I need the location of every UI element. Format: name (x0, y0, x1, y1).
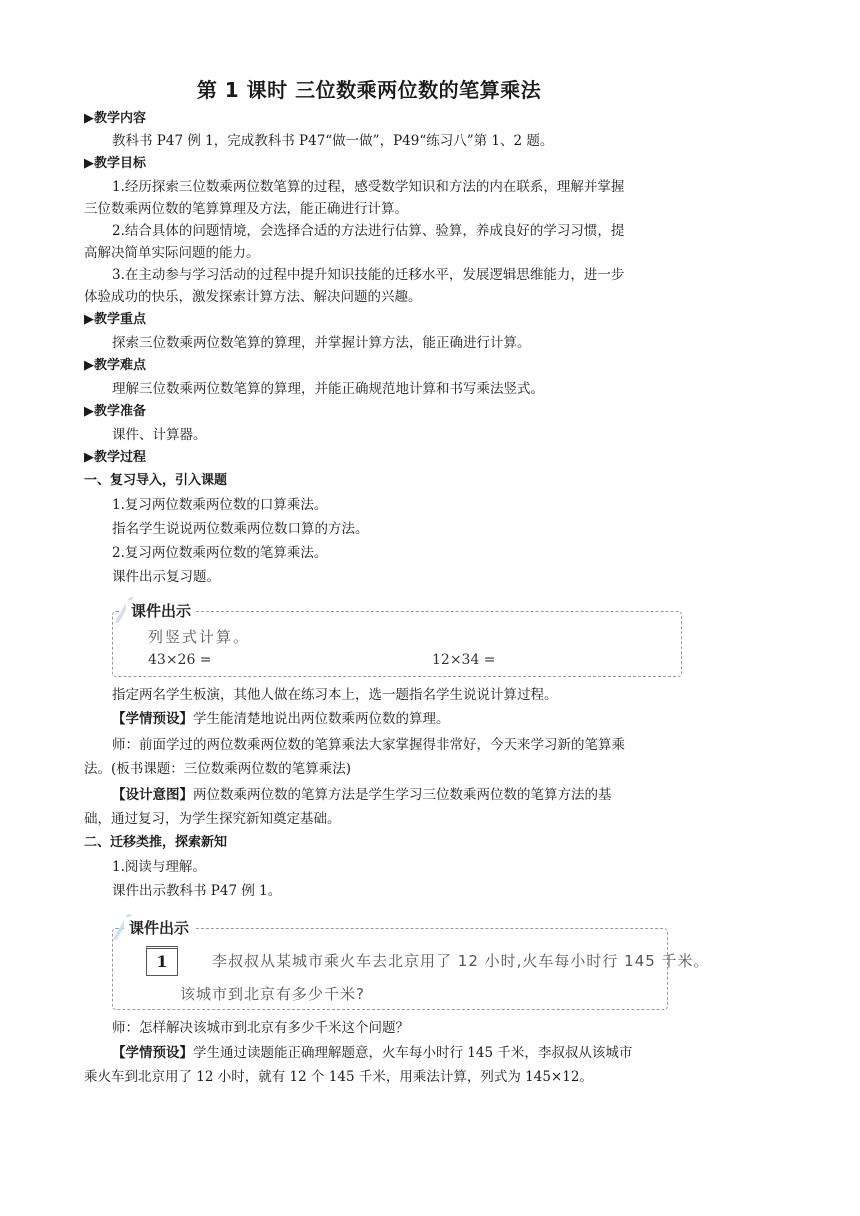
part-1-board-work: 指定两名学生板演，其他人做在练习本上，选一题指名学生说说计算过程。 (112, 687, 558, 703)
review-instruction: 列竖式计算。 (148, 628, 251, 646)
design-intent-line-1 (112, 784, 692, 806)
example-problem-line-1: 李叔叔从某城市乘火车去北京用了 12 小时,火车每小时行 145 千米。 (212, 952, 710, 970)
review-expression-1: 43×26 = (148, 652, 212, 668)
goal-2-line-1: 2.结合具体的问题情境，会选择合适的方法进行估算、验算，养成良好的学习习惯，提 (112, 223, 625, 239)
content-text: 教科书 P47 例 1，完成教科书 P47“做一做”，P49“练习八”第 1、2 题。 (112, 133, 554, 149)
teacher-intro-line-1: 师：前面学过的两位数乘两位数的笔算乘法大家掌握得非常好，今天来学习新的笔算乘 (112, 737, 625, 753)
part-2-heading: 二、迁移类推，探索新知 (84, 835, 228, 850)
preparation-text: 课件、计算器。 (112, 427, 207, 443)
part-2-step-1-detail: 课件出示教科书 P47 例 1。 (112, 883, 282, 899)
heading-process: ▶教学过程 (84, 450, 146, 465)
part-1-step-2-detail: 课件出示复习题。 (112, 569, 220, 585)
tag-student-situation: 【学情预设】 (112, 711, 193, 727)
student-situation-1-text: 学生能清楚地说出两位数乘两位数的算理。 (193, 711, 450, 727)
teacher-intro-line-2: 法。(板书课题：三位数乘两位数的笔算乘法) (84, 761, 352, 777)
lesson-title: 第 1 课时 三位数乘两位数的笔算乘法 (196, 78, 542, 102)
student-situation-1 (112, 708, 692, 730)
part-1-step-1-detail: 指名学生说说两位数乘两位数口算的方法。 (112, 521, 369, 537)
part-1-step-1: 1.复习两位数乘两位数的口算乘法。 (112, 497, 328, 513)
design-intent-text: 两位数乘两位数的笔算方法是学生学习三位数乘两位数的笔算方法的基 (193, 787, 612, 803)
heading-goals: ▶教学目标 (84, 156, 146, 171)
example-number-badge: 1 (146, 946, 178, 976)
part-1-step-2: 2.复习两位数乘两位数的笔算乘法。 (112, 545, 328, 561)
example-problem-line-2: 该城市到北京有多少千米? (180, 985, 365, 1003)
goal-3-line-2: 体验成功的快乐，激发探索计算方法、解决问题的兴趣。 (84, 289, 422, 305)
difficulties-text: 理解三位数乘两位数笔算的算理，并能正确规范地计算和书写乘法竖式。 (112, 381, 544, 397)
design-intent-line-2: 础，通过复习，为学生探究新知奠定基础。 (84, 811, 341, 827)
part-2-step-1: 1.阅读与理解。 (112, 859, 206, 875)
student-situation-2-line-1 (112, 1042, 692, 1064)
heading-preparation: ▶教学准备 (84, 404, 146, 419)
goal-3-line-1: 3.在主动参与学习活动的过程中提升知识技能的迁移水平，发展逻辑思维能力，进一步 (112, 267, 625, 283)
courseware-box-label: 课件出示 (126, 600, 196, 621)
courseware-box-label: 课件出示 (124, 917, 194, 938)
goal-1-line-2: 三位数乘两位数的笔算算理及方法，能正确进行计算。 (84, 201, 408, 217)
heading-content: ▶教学内容 (84, 111, 146, 126)
tag-design-intent: 【设计意图】 (112, 787, 193, 803)
heading-key-points: ▶教学重点 (84, 312, 146, 327)
heading-difficulties: ▶教学难点 (84, 358, 146, 373)
student-situation-2-line-2: 乘火车到北京用了 12 小时，就有 12 个 145 千米，用乘法计算，列式为 145×12。 (84, 1069, 593, 1085)
goal-2-line-2: 高解决简单实际问题的能力。 (84, 245, 260, 261)
review-expression-2: 12×34 = (432, 652, 496, 668)
teacher-question: 师：怎样解决该城市到北京有多少千米这个问题？ (112, 1020, 409, 1036)
tag-student-situation: 【学情预设】 (112, 1045, 193, 1061)
part-1-heading: 一、复习导入，引入课题 (84, 473, 228, 488)
goal-1-line-1: 1.经历探索三位数乘两位数笔算的过程，感受数学知识和方法的内在联系，理解并掌握 (112, 179, 625, 195)
key-points-text: 探索三位数乘两位数笔算的算理，并掌握计算方法，能正确进行计算。 (112, 335, 531, 351)
student-situation-2-text: 学生通过读题能正确理解题意，火车每小时行 145 千米，李叔叔从该城市 (193, 1045, 633, 1061)
